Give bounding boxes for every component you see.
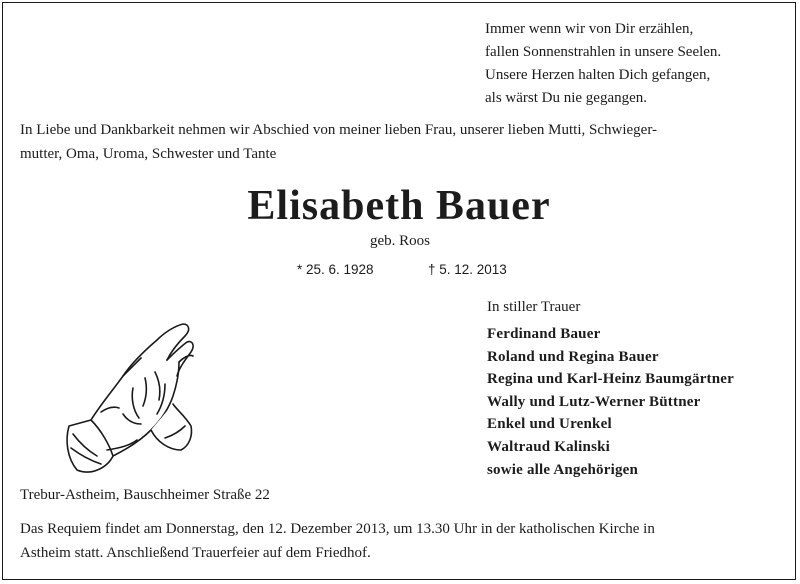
intro-line: In Liebe und Dankbarkeit nehmen wir Abschied von meiner lieben Frau, unserer lieben Mutti, Schwieger- — [20, 122, 658, 138]
mourner-name: Ferdinand Bauer — [487, 326, 601, 342]
maiden-name: geb. Roos — [370, 233, 430, 249]
obituary-notice — [2, 2, 796, 580]
mourning-intro: In stiller Trauer — [487, 299, 581, 315]
praying-hands-icon — [61, 318, 201, 478]
mourners-list — [487, 323, 734, 481]
poem-line: Immer wenn wir von Dir erzählen, — [485, 21, 694, 37]
mourner-name: Roland und Regina Bauer — [487, 348, 659, 365]
mourner-name: Regina und Karl-Heinz Baumgärtner — [487, 371, 735, 388]
mourner-name: sowie alle Angehörigen — [487, 461, 639, 478]
address: Trebur-Astheim, Bauschheimer Straße 22 — [20, 487, 270, 503]
deceased-name: Elisabeth Bauer — [247, 183, 551, 229]
requiem-text — [20, 517, 785, 565]
poem-line: Unsere Herzen halten Dich gefangen, — [485, 67, 711, 83]
poem — [485, 18, 721, 110]
intro-line: mutter, Oma, Uroma, Schwester und Tante — [20, 146, 277, 162]
birth-date: * 25. 6. 1928 — [297, 262, 374, 277]
poem-line: als wärst Du nie gegangen. — [485, 90, 648, 106]
mourner-name: Enkel und Urenkel — [487, 416, 612, 433]
intro-text — [20, 118, 785, 166]
death-date: † 5. 12. 2013 — [428, 262, 507, 277]
mourner-name: Wally und Lutz-Werner Büttner — [487, 393, 701, 410]
mourner-name: Waltraud Kalinski — [487, 438, 611, 455]
poem-line: fallen Sonnenstrahlen in unsere Seelen. — [485, 44, 722, 60]
requiem-line: Das Requiem findet am Donnerstag, den 12. Dezember 2013, um 13.30 Uhr in der katholischen Kirche in — [20, 521, 655, 537]
requiem-line: Astheim statt. Anschließend Trauerfeier auf dem Friedhof. — [20, 545, 371, 561]
